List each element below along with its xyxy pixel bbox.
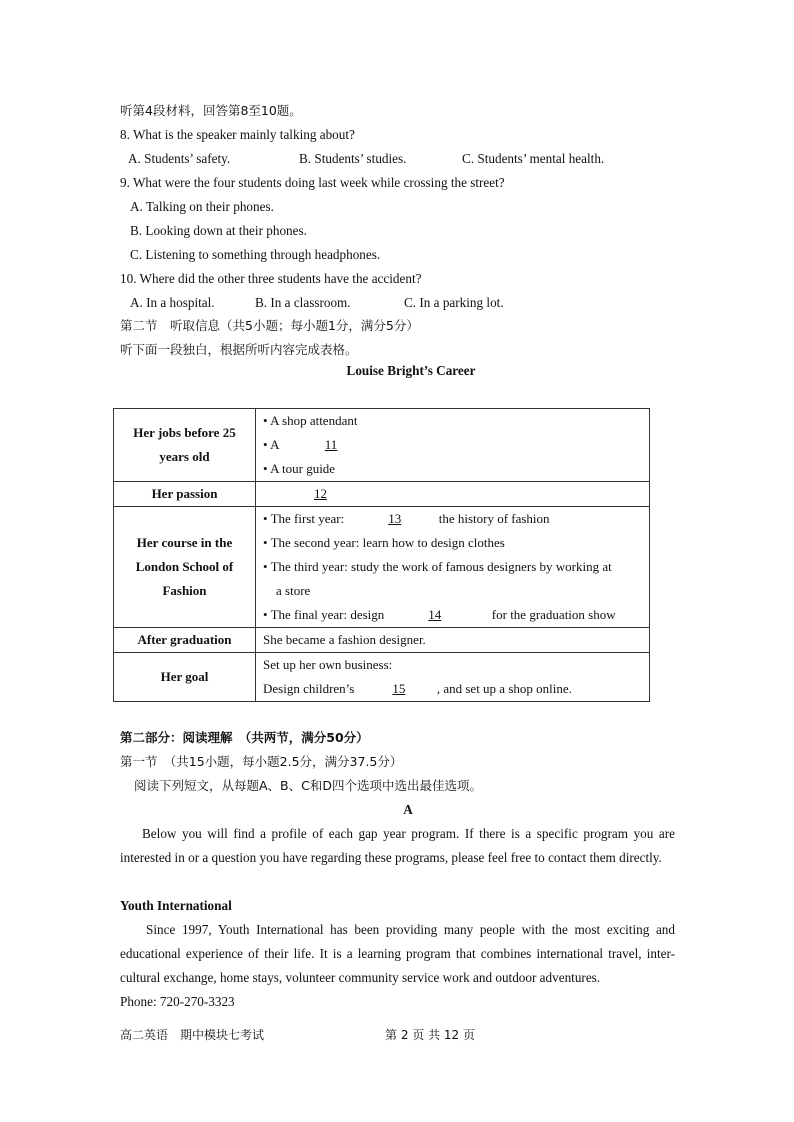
footer-exam-name: 高二英语 期中模块七考试 (120, 1028, 265, 1042)
program-1-phone: Phone: 720-270-3323 (120, 994, 235, 1009)
section-2-heading: 第二节 听取信息（共5小题；每小题1分，满分5分） (120, 318, 419, 333)
goal-line-2 (263, 677, 649, 701)
question-8-option-a: A. Students’ safety. (128, 151, 231, 166)
reading-part-title: 第二部分：阅读理解 （共两节，满分50分） (120, 730, 369, 745)
course-year-1-label: • The first year: (263, 511, 345, 526)
blank-12[interactable]: 12 (314, 486, 327, 501)
jobs-cell (256, 409, 650, 482)
after-header: After graduation (114, 628, 256, 653)
instruction-material-4: 听第4段材料，回答第8至10题。 (120, 103, 302, 118)
course-year-1 (263, 507, 649, 531)
table-row-jobs (114, 409, 650, 482)
table-row-course (114, 507, 650, 628)
question-10-stem: 10. Where did the other three students have the accident? (120, 271, 422, 286)
question-9-stem: 9. What were the four students doing last week while crossing the street? (120, 175, 505, 190)
reading-section-1: 第一节 （共15小题，每小题2.5分，满分37.5分） (120, 754, 403, 769)
course-year-4-label: • The final year: design (263, 607, 385, 622)
table-title: Louise Bright’s Career (346, 363, 476, 378)
goal-header: Her goal (114, 653, 256, 702)
section-2-instruction: 听下面一段独白，根据所听内容完成表格。 (120, 342, 358, 357)
course-header-text: Her course in the London School of Fashion (135, 535, 234, 598)
footer-page-number: 第 2 页 共 12 页 (385, 1028, 475, 1042)
course-year-4 (263, 603, 649, 627)
course-year-3: • The third year: study the work of famous designers by working at (263, 559, 612, 574)
course-year-3-cont: a store (276, 583, 311, 598)
blank-14[interactable]: 14 (428, 607, 442, 622)
course-year-2: • The second year: learn how to design clothes (263, 535, 505, 550)
reading-instruction: 阅读下列短文，从每题A、B、C和D四个选项中选出最佳选项。 (134, 778, 482, 793)
goal-line-1: Set up her own business: (263, 657, 393, 672)
blank-11[interactable]: 11 (324, 437, 338, 452)
program-1-text: Since 1997, Youth International has been providing many people with the most exciting and educational experience of their life. It is a learning program that combines international travel, inter-cultural exchange, home stays, volunteer community service work and outdoor adventures. (120, 922, 675, 985)
job-item-3: • A tour guide (263, 461, 336, 476)
job-item-2-label: • A (263, 437, 280, 452)
question-10-option-b: B. In a classroom. (255, 295, 351, 310)
course-header (114, 507, 256, 628)
program-1-title: Youth International (120, 898, 232, 913)
question-8-option-c: C. Students’ mental health. (462, 151, 605, 166)
course-cell (256, 507, 650, 628)
job-item-2 (263, 433, 649, 457)
table-row-goal (114, 653, 650, 702)
blank-13[interactable]: 13 (388, 511, 402, 526)
passion-header: Her passion (114, 482, 256, 507)
question-9-option-c: C. Listening to something through headphones. (130, 247, 381, 262)
goal-line-2-label: Design children’s (263, 681, 355, 696)
question-8-stem: 8. What is the speaker mainly talking about? (120, 127, 355, 142)
passion-cell (256, 482, 650, 507)
job-item-1: • A shop attendant (263, 413, 358, 428)
course-year-4-rest: for the graduation show (491, 607, 616, 622)
question-10-option-c: C. In a parking lot. (404, 295, 504, 310)
jobs-header (114, 409, 256, 482)
question-10-option-a: A. In a hospital. (130, 295, 215, 310)
passage-letter: A (403, 802, 413, 817)
question-9-option-a: A. Talking on their phones. (130, 199, 274, 214)
table-row-after (114, 628, 650, 653)
goal-cell (256, 653, 650, 702)
passage-intro: Below you will find a profile of each gap year program. If there is a specific program you are interested in or a question you have regarding these programs, please feel free to contact them directly. (120, 826, 675, 865)
after-cell: She became a fashion designer. (256, 628, 650, 653)
question-9-option-b: B. Looking down at their phones. (130, 223, 307, 238)
blank-15[interactable]: 15 (392, 681, 406, 696)
question-8-option-b: B. Students’ studies. (299, 151, 407, 166)
jobs-header-text: Her jobs before 25 years old (133, 425, 236, 464)
table-row-passion (114, 482, 650, 507)
goal-line-2-rest: , and set up a shop online. (436, 681, 572, 696)
career-table (113, 408, 650, 702)
course-year-1-rest: the history of fashion (438, 511, 550, 526)
